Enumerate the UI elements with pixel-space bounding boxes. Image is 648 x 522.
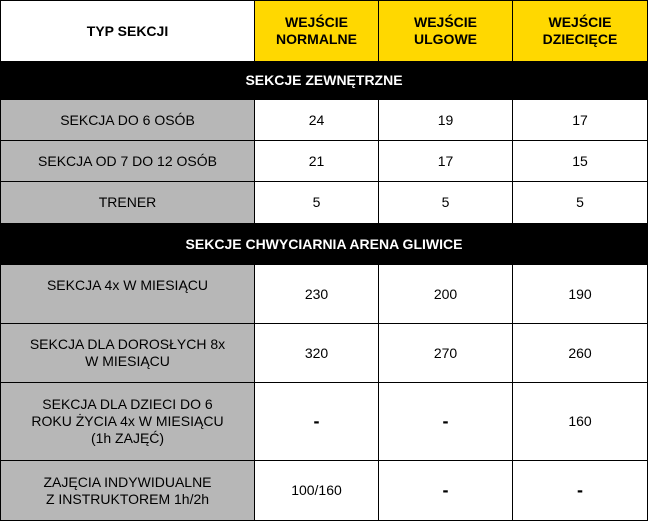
header-normal <box>255 1 379 62</box>
row-label: SEKCJA DO 6 OSÓB <box>1 100 255 141</box>
price-normal: 320 <box>255 324 379 383</box>
row-label <box>1 383 255 461</box>
header-children-line1: WEJŚCIE <box>548 14 612 30</box>
table-row <box>1 383 648 461</box>
header-children-line2: DZIECIĘCE <box>542 31 618 47</box>
table-row <box>1 461 648 521</box>
row-label: TRENER <box>1 182 255 224</box>
price-normal: 24 <box>255 100 379 141</box>
price-reduced: 270 <box>379 324 513 383</box>
header-reduced-line1: WEJŚCIE <box>413 14 477 30</box>
price-reduced: 5 <box>379 182 513 224</box>
header-type: TYP SEKCJI <box>1 1 255 62</box>
price-reduced: 19 <box>379 100 513 141</box>
table-row <box>1 141 648 182</box>
price-reduced: - <box>379 461 513 521</box>
price-normal: - <box>255 383 379 461</box>
section-title: SEKCJE CHWYCIARNIA ARENA GLIWICE <box>1 224 648 265</box>
price-normal: 21 <box>255 141 379 182</box>
table-row <box>1 100 648 141</box>
header-reduced-line2: ULGOWE <box>414 31 477 47</box>
header-row <box>1 1 648 62</box>
header-normal-line1: WEJŚCIE <box>284 14 348 30</box>
section-title: SEKCJE ZEWNĘTRZNE <box>1 62 648 100</box>
header-normal-line2: NORMALNE <box>276 31 357 47</box>
section-header <box>1 62 648 100</box>
price-children: 15 <box>513 141 648 182</box>
price-children: 160 <box>513 383 648 461</box>
row-label <box>1 461 255 521</box>
price-normal: 100/160 <box>255 461 379 521</box>
header-children <box>513 1 648 62</box>
price-children: 260 <box>513 324 648 383</box>
price-children: - <box>513 461 648 521</box>
price-children: 5 <box>513 182 648 224</box>
price-children: 190 <box>513 265 648 324</box>
row-label-line2: Z INSTRUKTOREM 1h/2h <box>45 490 210 507</box>
row-label <box>1 324 255 383</box>
table-row <box>1 324 648 383</box>
price-normal: 5 <box>255 182 379 224</box>
table-row <box>1 182 648 224</box>
price-reduced: - <box>379 383 513 461</box>
section-header <box>1 224 648 265</box>
row-label: SEKCJA 4x W MIESIĄCU <box>1 265 255 324</box>
row-label-line1: ZAJĘCIA INDYWIDUALNE <box>43 473 212 490</box>
price-children: 17 <box>513 100 648 141</box>
header-reduced <box>379 1 513 62</box>
row-label-line2: ROKU ŻYCIA 4x W MIESIĄCU <box>31 413 224 429</box>
table-row <box>1 265 648 324</box>
price-reduced: 17 <box>379 141 513 182</box>
price-normal: 230 <box>255 265 379 324</box>
row-label-line2: W MIESIĄCU <box>85 353 170 369</box>
row-label-line1: SEKCJA DLA DZIECI DO 6 <box>42 396 213 412</box>
row-label: SEKCJA OD 7 DO 12 OSÓB <box>1 141 255 182</box>
row-label-line1: SEKCJA DLA DOROSŁYCH 8x <box>29 336 226 352</box>
row-label-line3: (1h ZAJĘĆ) <box>90 430 165 446</box>
price-reduced: 200 <box>379 265 513 324</box>
